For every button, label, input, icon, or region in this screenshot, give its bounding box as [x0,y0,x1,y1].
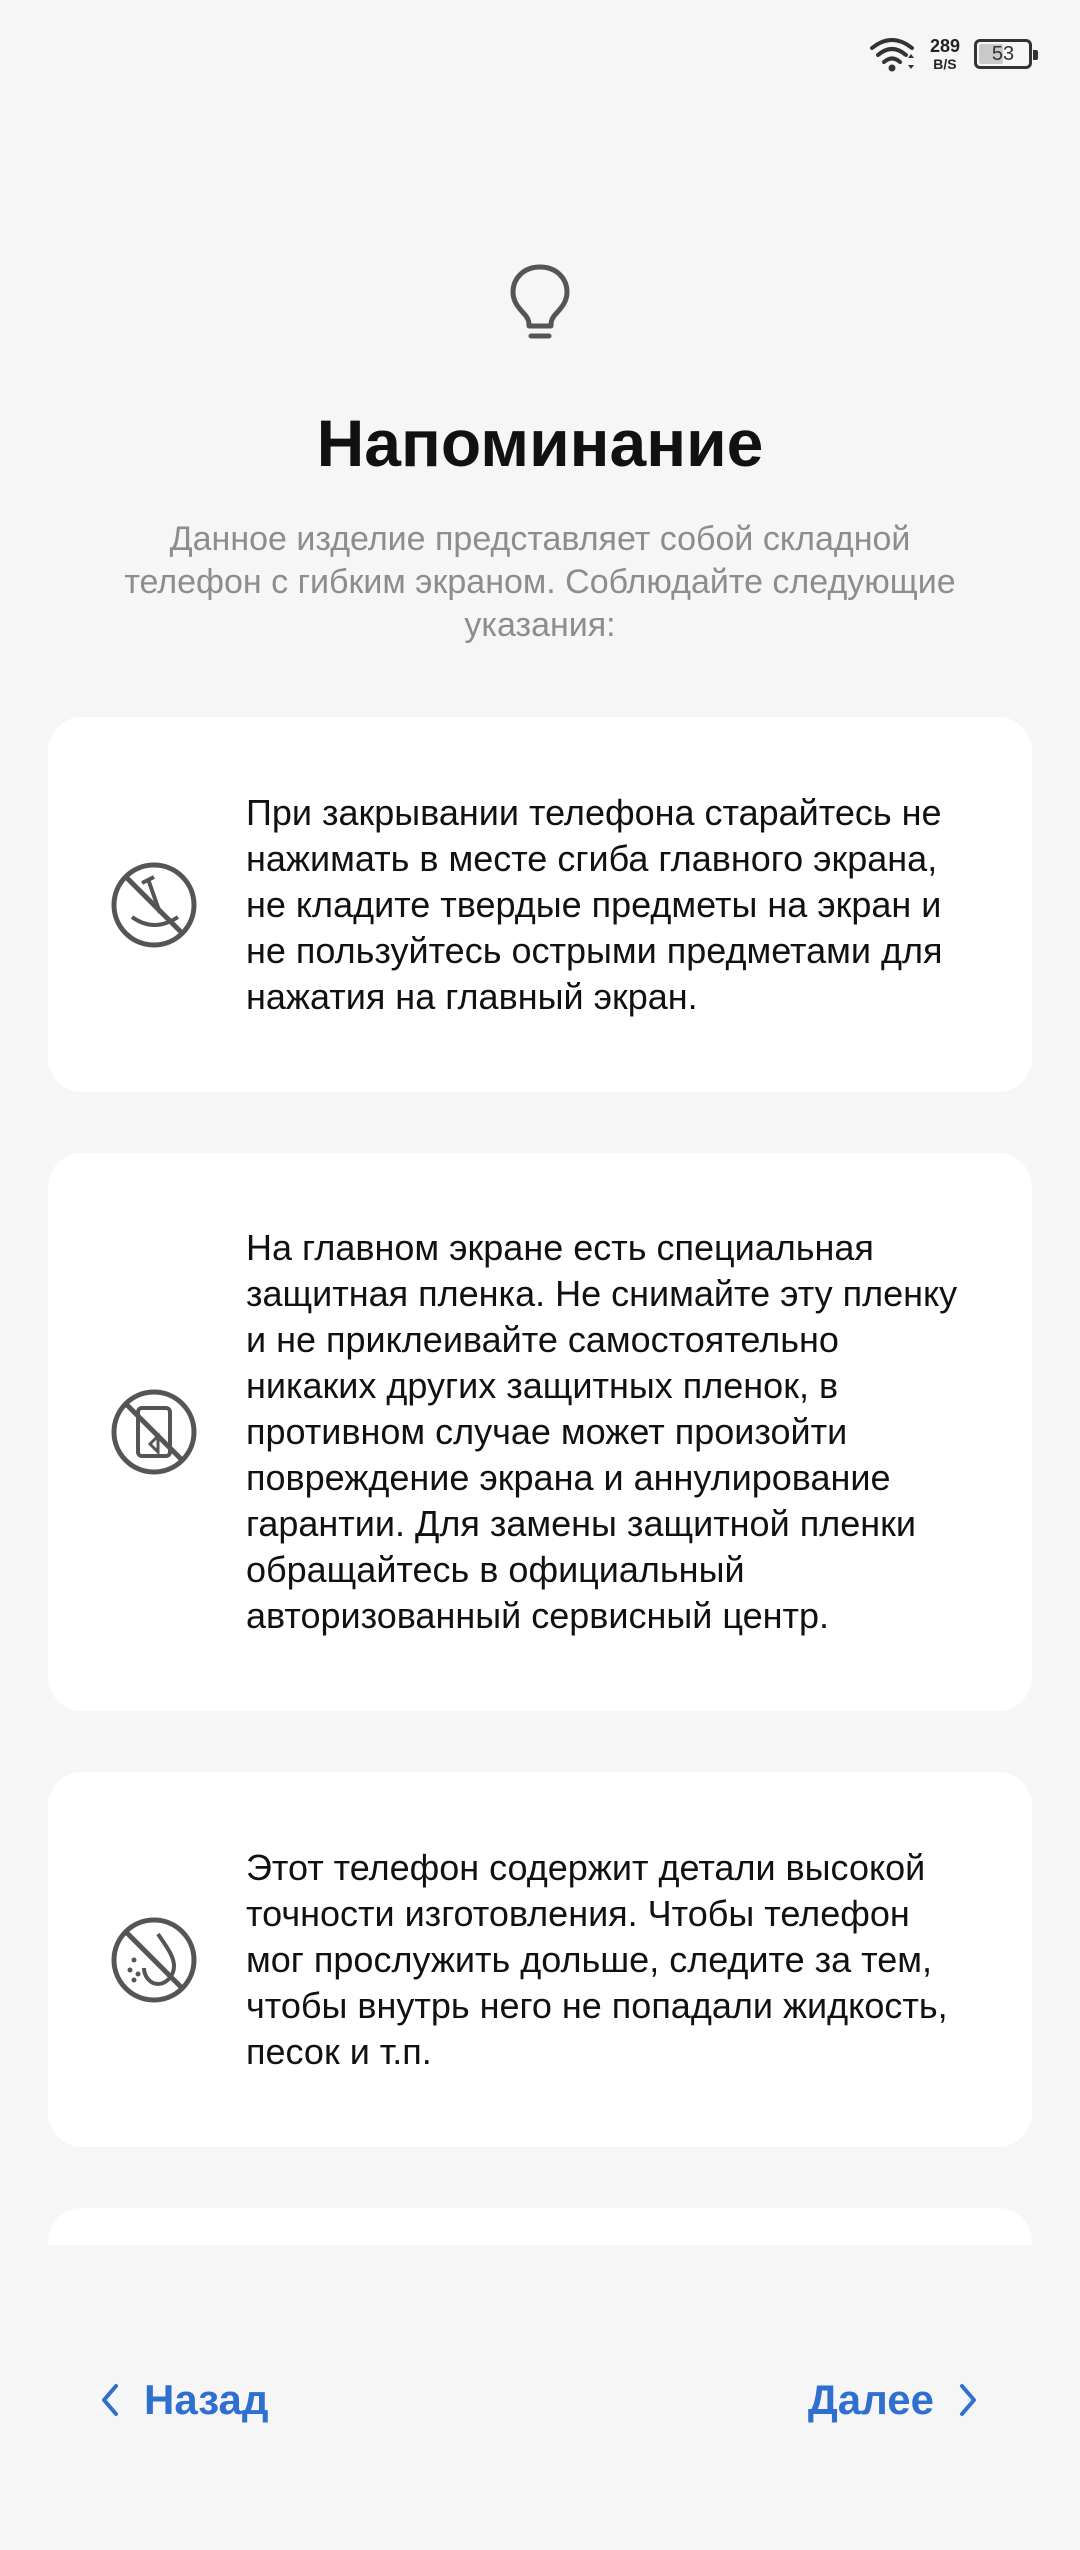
lightbulb-icon [505,262,575,342]
status-bar [868,30,1032,78]
wifi-icon [868,34,916,74]
page-subtitle: Данное изделие представляет собой складной телефон с гибким экраном. Соблюдайте следующие указания: [124,520,956,644]
network-speed-unit: B/S [933,56,957,72]
next-button[interactable] [808,2365,980,2435]
back-button[interactable] [98,2365,269,2435]
page-title: Напоминание [316,406,764,480]
network-speed-value: 289 [929,36,960,56]
instructions-list[interactable] [48,717,1032,2245]
battery-icon [974,39,1032,69]
no-film-removal-icon [108,1386,200,1478]
instruction-text: На главном экране есть специальная защитная пленка. Не снимайте эту пленку и не приклеивайте самостоятельно никаких других защитных пленок, в противном случае может произойти повреждение экрана и аннулирование гарантии. Для замены защитной пленки обращайтесь в официальный авторизованный сервисный центр. [246,1227,958,1636]
instruction-card [48,717,1032,1092]
back-button-label: Назад [144,2376,269,2423]
instruction-text: При закрывании телефона старайтесь не нажимать в месте сгиба главного экрана, не кладите твердые предметы на экран и не пользуйтесь острыми предметами для нажатия на главный экран. [246,791,943,1017]
instruction-card [48,1153,1032,1711]
next-button-label: Далее [807,2376,934,2423]
instruction-text: Этот телефон содержит детали высокой точности изготовления. Чтобы телефон мог прослужить дольше, следите за тем, чтобы внутрь него не попадали жидкость, песок и т.п. [246,1846,948,2072]
network-speed [930,37,960,71]
chevron-right-icon [956,2380,980,2420]
no-liquid-sand-icon [108,1914,200,2006]
no-sharp-objects-icon [108,859,200,951]
battery-level: 53 [991,42,1015,65]
instruction-card-partial [48,2208,1032,2245]
chevron-left-icon [98,2380,122,2420]
instruction-card [48,1772,1032,2147]
